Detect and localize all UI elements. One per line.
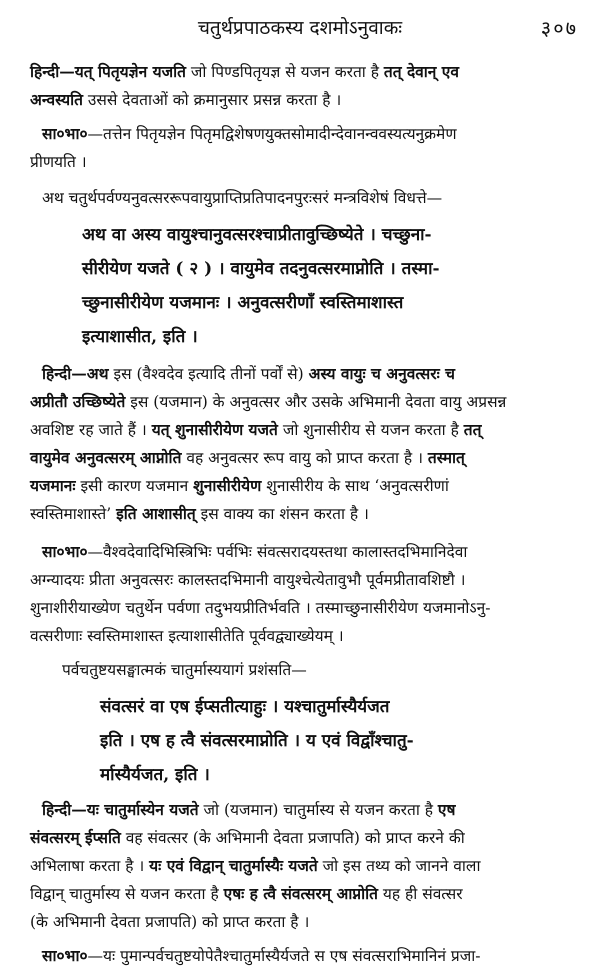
bold-text-run: यजमानः	[30, 476, 76, 495]
mantra-2-line-2: इति । एष ह त्वै संवत्सरमाप्नोति । य एवं विद्वाँश्चातु-	[100, 731, 414, 751]
hindi-para-2-line-3	[30, 416, 481, 444]
commentary-para-2-line-2: अग्न्यादयः प्रीता अनुवत्सरः कालस्तदभिमानी वायुश्चेत्येतावुभौ पूर्वमप्रीतावशिष्टौ ।	[30, 571, 466, 589]
text-run: अवशिष्ट रह जाते हैं ।	[30, 421, 152, 439]
text-run: —तत्तेन पितृयज्ञेन पितृमद्विशेषणयुक्तसोमादीन्देवानन्ववस्यत्यनुक्रमेण	[87, 125, 457, 143]
intro-line-2: पर्वचतुष्टयसङ्घात्मकं चातुर्मास्ययागं प्रशंसति—	[62, 661, 307, 679]
bold-text-run: तस्मात्	[427, 448, 465, 467]
chapter-title: चतुर्थप्रपाठकस्य दशमोऽनुवाकः	[197, 17, 403, 39]
hindi-para-3-line-5	[30, 908, 309, 936]
mantra-1-line-1: अथ वा अस्य वायुश्चानुवत्सरश्चाप्रीतावुच्छिष्येते । चच्छुना-	[82, 225, 432, 245]
hindi-para-3-line-4	[30, 880, 463, 908]
bold-text-run: यत् शुनासीरीयेण यजते	[151, 420, 278, 439]
text-run: इसी कारण यजमान	[75, 477, 194, 495]
text-run: वह अनुवत्सर रूप वायु को प्राप्त करता है ।	[181, 449, 428, 467]
mantra-1-line-2: सीरीयेण यजते ( २ ) । वायुमेव तदनुवत्सरमाप्नोति । तस्मा-	[82, 259, 440, 279]
text-run: प्रीणयति ।	[30, 153, 87, 171]
bold-text-run: वायुमेव अनुवत्सरम् आप्नोति	[30, 448, 182, 467]
mantra-2-line-1: संवत्सरं वा एष ईप्सतीत्याहुः । यश्चातुर्मास्यैर्यजत	[100, 697, 390, 717]
text-run: (के अभिमानी देवता प्रजापति) को प्राप्त करता है ।	[30, 913, 310, 931]
bold-text-run: हिन्दी—यः चातुर्मास्येन यजते	[42, 800, 199, 819]
text-run: यह ही संवत्सर	[377, 885, 463, 903]
commentary-para-2-line-3: शुनाशीरीयाख्येण चतुर्थेन पर्वणा तदुभयप्रीतिर्भवति । तस्माच्छुनासीरीयेण यजमानोऽनु-	[30, 599, 491, 617]
commentary-para-1-line-1	[42, 120, 457, 148]
text-run: जो इस तथ्य को जानने वाला	[317, 857, 481, 875]
text-run: शुनासीरीय के साथ ‘अनुवत्सरीणां	[261, 477, 449, 495]
bold-text-run: तत्	[463, 420, 482, 439]
text-run: जो पिण्डपितृयज्ञ से यजन करता है	[185, 63, 384, 81]
text-run: इस (वैश्वदेव इत्यादि तीनों पर्वों से)	[108, 365, 309, 383]
hindi-para-2-line-6	[30, 500, 369, 528]
text-run: वह संवत्सर (के अभिमानी देवता प्रजापति) को प्राप्त करने की	[120, 829, 465, 847]
text-run: इस (यजमान) के अनुवत्सर और उसके अभिमानी देवता वायु अप्रसन्न	[125, 393, 507, 411]
text-run: —वैश्वदेवादिभिस्त्रिभिः पर्वभिः संवत्सरादयस्तथा कालास्तदभिमानिदेवा	[87, 543, 468, 561]
bold-text-run: तत् देवान् एव	[383, 62, 459, 81]
bold-text-run: इति आशासीत्	[116, 504, 196, 523]
commentary-para-2-line-4: वत्सरीणाः स्वस्तिमाशास्त इत्याशासीतेति पूर्ववद्व्याख्येयम् ।	[30, 627, 344, 645]
text-run: जो शुनासीरीय से यजन करता है	[277, 421, 464, 439]
hindi-para-2-line-4	[30, 444, 465, 472]
bold-text-run: हिन्दी—यत् पितृयज्ञेन यजति	[30, 62, 186, 81]
bold-text-run: अस्य वायुः च अनुवत्सरः च	[308, 364, 455, 383]
commentary-para-1-line-2	[30, 148, 87, 176]
bold-text-run: सा०भा०	[42, 124, 88, 143]
commentary-para-3-line-1	[42, 942, 481, 970]
bold-text-run: यः एवं विद्वान् चातुर्मास्यैः यजते	[149, 856, 318, 875]
mantra-2-line-3: र्मास्यैर्यजत, इति ।	[100, 765, 210, 785]
hindi-para-1-line-2	[30, 86, 341, 114]
hindi-para-3-line-3	[30, 852, 480, 880]
hindi-para-1-line-1	[30, 58, 459, 86]
bold-text-run: एष	[437, 800, 456, 819]
bold-text-run: हिन्दी—अथ	[42, 364, 109, 383]
hindi-para-2-line-1	[42, 360, 455, 388]
commentary-para-2-line-1	[42, 538, 467, 566]
bold-text-run: अप्रीतौ उच्छिष्येते	[30, 392, 126, 411]
page-header	[0, 14, 600, 42]
hindi-para-3-line-1	[42, 796, 455, 824]
text-run: उससे देवताओं को क्रमानुसार प्रसन्न करता है ।	[82, 91, 342, 109]
text-run: विद्वान् चातुर्मास्य से यजन करता है	[30, 885, 224, 903]
text-run: इस वाक्य का शंसन करता है ।	[195, 505, 369, 523]
hindi-para-3-line-2	[30, 824, 465, 852]
mantra-1-line-4: इत्याशासीत, इति ।	[82, 327, 198, 347]
text-run: स्वस्तिमाशास्ते’	[30, 505, 117, 523]
mantra-1-line-3: च्छुनासीरीयेण यजमानः । अनुवत्सरीणाँ स्वस्तिमाशास्त	[82, 293, 404, 313]
text-run: —यः पुमान्पर्वचतुष्टयोपेतैश्चातुर्मास्यैर्यजते स एष संवत्सराभिमानिनं प्रजा-	[87, 947, 481, 965]
page-number: ३०७	[540, 16, 578, 40]
hindi-para-2-line-5	[30, 472, 449, 500]
text-run: जो (यजमान) चातुर्मास्य से यजन करता है	[198, 801, 438, 819]
bold-text-run: सा०भा०	[42, 946, 88, 965]
bold-text-run: अन्वस्यति	[30, 90, 83, 109]
bold-text-run: एषः ह त्वै संवत्सरम् आप्नोति	[223, 884, 378, 903]
intro-line-1: अथ चतुर्थपर्वण्यनुवत्सररूपवायुप्राप्तिप्रतिपादनपुरःसरं मन्त्रविशेषं विधत्ते—	[42, 189, 443, 207]
bold-text-run: संवत्सरम् ईप्सति	[30, 828, 121, 847]
bold-text-run: सा०भा०	[42, 542, 88, 561]
bold-text-run: शुनासीरीयेण	[193, 476, 262, 495]
hindi-para-2-line-2	[30, 388, 506, 416]
text-run: अभिलाषा करता है ।	[30, 857, 150, 875]
